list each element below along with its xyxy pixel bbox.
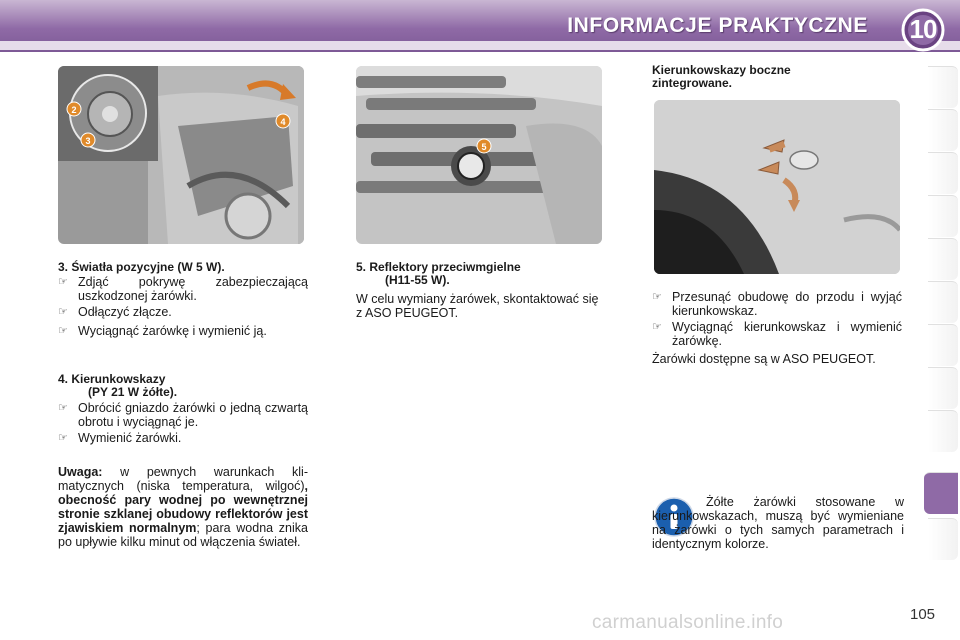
hand-pointer-icon: ☞ (652, 321, 662, 333)
info-note: Żółte żarówki stosowane w kierunkowskazach, muszą być wymieniane na żarówki o tych samych parametrach i identycznym kolorze. (652, 495, 904, 551)
side-tab-active[interactable] (924, 472, 958, 514)
fog-lamp-photo (356, 66, 602, 244)
heading-indicators-spec: (PY 21 W żółte). (88, 385, 178, 399)
side-tab[interactable] (928, 109, 958, 151)
side-indicator-photo (654, 100, 900, 274)
hand-pointer-icon: ☞ (58, 306, 68, 318)
side-tab[interactable] (928, 238, 958, 280)
list-item: ☞ Odłączyć złącze. (58, 305, 172, 319)
hand-pointer-icon: ☞ (58, 402, 68, 414)
side-tab[interactable] (928, 518, 958, 560)
watermark: carmanualsonline.info (592, 612, 784, 633)
page-title: INFORMACJE PRAKTYCZNE (567, 14, 868, 37)
hand-pointer-icon: ☞ (58, 325, 68, 337)
list-item: ☞ Przesunąć obudowę do przodu i wyjąć kierunkowskaz. (652, 290, 902, 318)
side-tab[interactable] (928, 195, 958, 237)
side-tab[interactable] (928, 281, 958, 323)
page-number: 105 (910, 606, 936, 623)
heading-fog-lamps: 5. Reflektory przeciwmgielne (356, 260, 521, 274)
side-tab[interactable] (928, 66, 958, 108)
note-paragraph: Uwaga: w pewnych warunkach klimatycznych (niska temperatura, wilgoć), obecność pary wodnej po wewnętrznej stronie szklanej obudowy reflektorów jest zjawiskiem normalnym; para wodna znika po upływie kilku minut od włączenia świateł. (58, 465, 308, 549)
heading-side-indicators: Kierunkowskazy boczne zintegrowane. (652, 63, 791, 90)
hand-pointer-icon: ☞ (58, 432, 68, 444)
list-item: ☞ Wyciągnąć kierunkowskaz i wymienić żarówkę. (652, 320, 902, 348)
callout-2: 2 (71, 105, 77, 115)
side-tab[interactable] (928, 410, 958, 452)
side-tab[interactable] (928, 367, 958, 409)
list-item: ☞ Wymienić żarówki. (58, 431, 182, 445)
side-tab[interactable] (928, 152, 958, 194)
header-band (0, 41, 960, 50)
list-item: ☞ Zdjąć pokrywę zabezpieczającą uszkodzonej żarówki. (58, 275, 308, 303)
side-tab[interactable] (928, 324, 958, 366)
note-label: Uwaga: (58, 465, 103, 479)
heading-indicators: 4. Kierunkowskazy (58, 372, 166, 386)
chapter-number: 10 (909, 14, 937, 44)
callout-3: 3 (85, 136, 91, 146)
availability-paragraph: Żarówki dostępne są w ASO PEUGEOT. (652, 352, 876, 366)
callout-5: 5 (481, 142, 487, 152)
chapter-badge (900, 7, 946, 53)
hand-pointer-icon: ☞ (652, 291, 662, 303)
callout-4: 4 (280, 117, 286, 127)
headlamp-rear-photo (58, 66, 304, 244)
fog-lamps-paragraph: W celu wymiany żarówek, skontaktować się z ASO PEUGEOT. (356, 292, 599, 320)
heading-fog-lamps-spec: (H11-55 W). (385, 273, 450, 287)
hand-pointer-icon: ☞ (58, 276, 68, 288)
side-tab-strip (928, 66, 960, 578)
heading-position-lights: 3. Światła pozycyjne (W 5 W). (58, 260, 225, 274)
list-item: ☞ Obrócić gniazdo żarówki o jedną czwartą obrotu i wyciągnąć je. (58, 401, 308, 429)
list-item: ☞ Wyciągnąć żarówkę i wymienić ją. (58, 324, 267, 338)
